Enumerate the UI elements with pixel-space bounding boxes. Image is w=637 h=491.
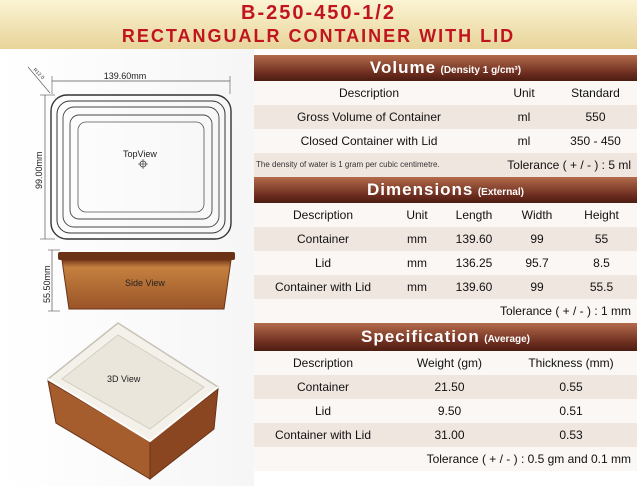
- column-header: Length: [455, 208, 493, 222]
- top-view-label: TopView: [123, 149, 157, 159]
- row-unit: ml: [517, 110, 531, 124]
- row-unit: mm: [407, 256, 427, 270]
- row-value: 550: [585, 110, 606, 124]
- technical-drawing: [0, 49, 254, 486]
- row-value: 350 - 450: [570, 134, 621, 148]
- table-row: [254, 375, 637, 399]
- row-weight: 9.50: [437, 404, 462, 418]
- spec-tables: [254, 55, 637, 486]
- column-header: Thickness (mm): [528, 356, 614, 370]
- row-height: 55: [594, 232, 609, 246]
- specification-tolerance-row: [254, 447, 637, 471]
- corner-radius-label: R12.0: [31, 67, 46, 81]
- row-description: Lid: [314, 256, 331, 270]
- row-description: Gross Volume of Container: [296, 110, 442, 124]
- column-header: Description: [338, 86, 400, 100]
- volume-header-row: [254, 81, 637, 105]
- row-description: Container: [296, 380, 350, 394]
- row-description: Lid: [314, 404, 331, 418]
- column-header: Unit: [406, 208, 428, 222]
- row-description: Container with Lid: [274, 280, 372, 294]
- volume-section-header: [254, 55, 637, 81]
- column-header: Description: [292, 208, 354, 222]
- row-length: 136.25: [455, 256, 493, 270]
- header-banner: [0, 0, 637, 49]
- row-width: 99: [530, 232, 544, 246]
- side-view-label: Side View: [125, 278, 165, 288]
- product-code: B-250-450-1/2: [241, 2, 396, 24]
- row-thickness: 0.51: [559, 404, 583, 418]
- specification-title: Specification: [360, 327, 480, 346]
- column-header: Unit: [513, 86, 535, 100]
- table-row: [254, 275, 637, 299]
- column-header: Weight (gm): [416, 356, 483, 370]
- row-thickness: 0.55: [559, 380, 583, 394]
- row-unit: mm: [407, 280, 427, 294]
- specification-header-row: [254, 351, 637, 375]
- table-row: [254, 399, 637, 423]
- row-description: Container: [296, 232, 350, 246]
- height-label: 55.50mm: [42, 265, 52, 303]
- side-view-rim: [58, 252, 235, 260]
- table-row: [254, 105, 637, 129]
- volume-title: Volume: [369, 58, 437, 77]
- row-height: 55.5: [589, 280, 614, 294]
- volume-tolerance: Tolerance ( + / - ) : 5 ml: [507, 158, 631, 172]
- density-note: The density of water is 1 gram per cubic centimetre.: [256, 160, 440, 169]
- specification-tolerance: Tolerance ( + / - ) : 0.5 gm and 0.1 mm: [426, 452, 631, 466]
- dimensions-title: Dimensions: [367, 180, 474, 199]
- volume-title-note: (Density 1 g/cm³): [440, 65, 522, 76]
- row-description: Container with Lid: [274, 428, 372, 442]
- row-weight: 21.50: [434, 380, 465, 394]
- table-row: [254, 251, 637, 275]
- specification-section-header: [254, 323, 637, 351]
- row-length: 139.60: [455, 232, 493, 246]
- row-description: Closed Container with Lid: [300, 134, 438, 148]
- row-thickness: 0.53: [559, 428, 583, 442]
- 3d-view-label: 3D View: [107, 374, 141, 384]
- row-length: 139.60: [455, 280, 493, 294]
- row-width: 95.7: [525, 256, 549, 270]
- dimensions-title-note: (External): [477, 187, 524, 198]
- column-header: Width: [521, 208, 553, 222]
- depth-label: 99.00mm: [34, 151, 44, 189]
- dimensions-tolerance: Tolerance ( + / - ) : 1 mm: [499, 304, 631, 318]
- volume-tolerance-row: [254, 153, 637, 177]
- dimensions-header-row: [254, 203, 637, 227]
- row-unit: ml: [517, 134, 531, 148]
- table-row: [254, 227, 637, 251]
- column-header: Standard: [571, 86, 620, 100]
- product-title: RECTANGUALR CONTAINER WITH LID: [121, 26, 516, 46]
- column-header: Description: [292, 356, 354, 370]
- row-height: 8.5: [593, 256, 610, 270]
- row-weight: 31.00: [434, 428, 465, 442]
- drawing-panel: [0, 49, 254, 486]
- table-row: [254, 129, 637, 153]
- row-width: 99: [530, 280, 544, 294]
- specification-title-note: (Average): [484, 334, 531, 345]
- width-label: 139.60mm: [103, 71, 147, 81]
- row-unit: mm: [407, 232, 427, 246]
- dimensions-tolerance-row: [254, 299, 637, 323]
- table-row: [254, 423, 637, 447]
- dimensions-section-header: [254, 177, 637, 203]
- column-header: Height: [584, 208, 619, 222]
